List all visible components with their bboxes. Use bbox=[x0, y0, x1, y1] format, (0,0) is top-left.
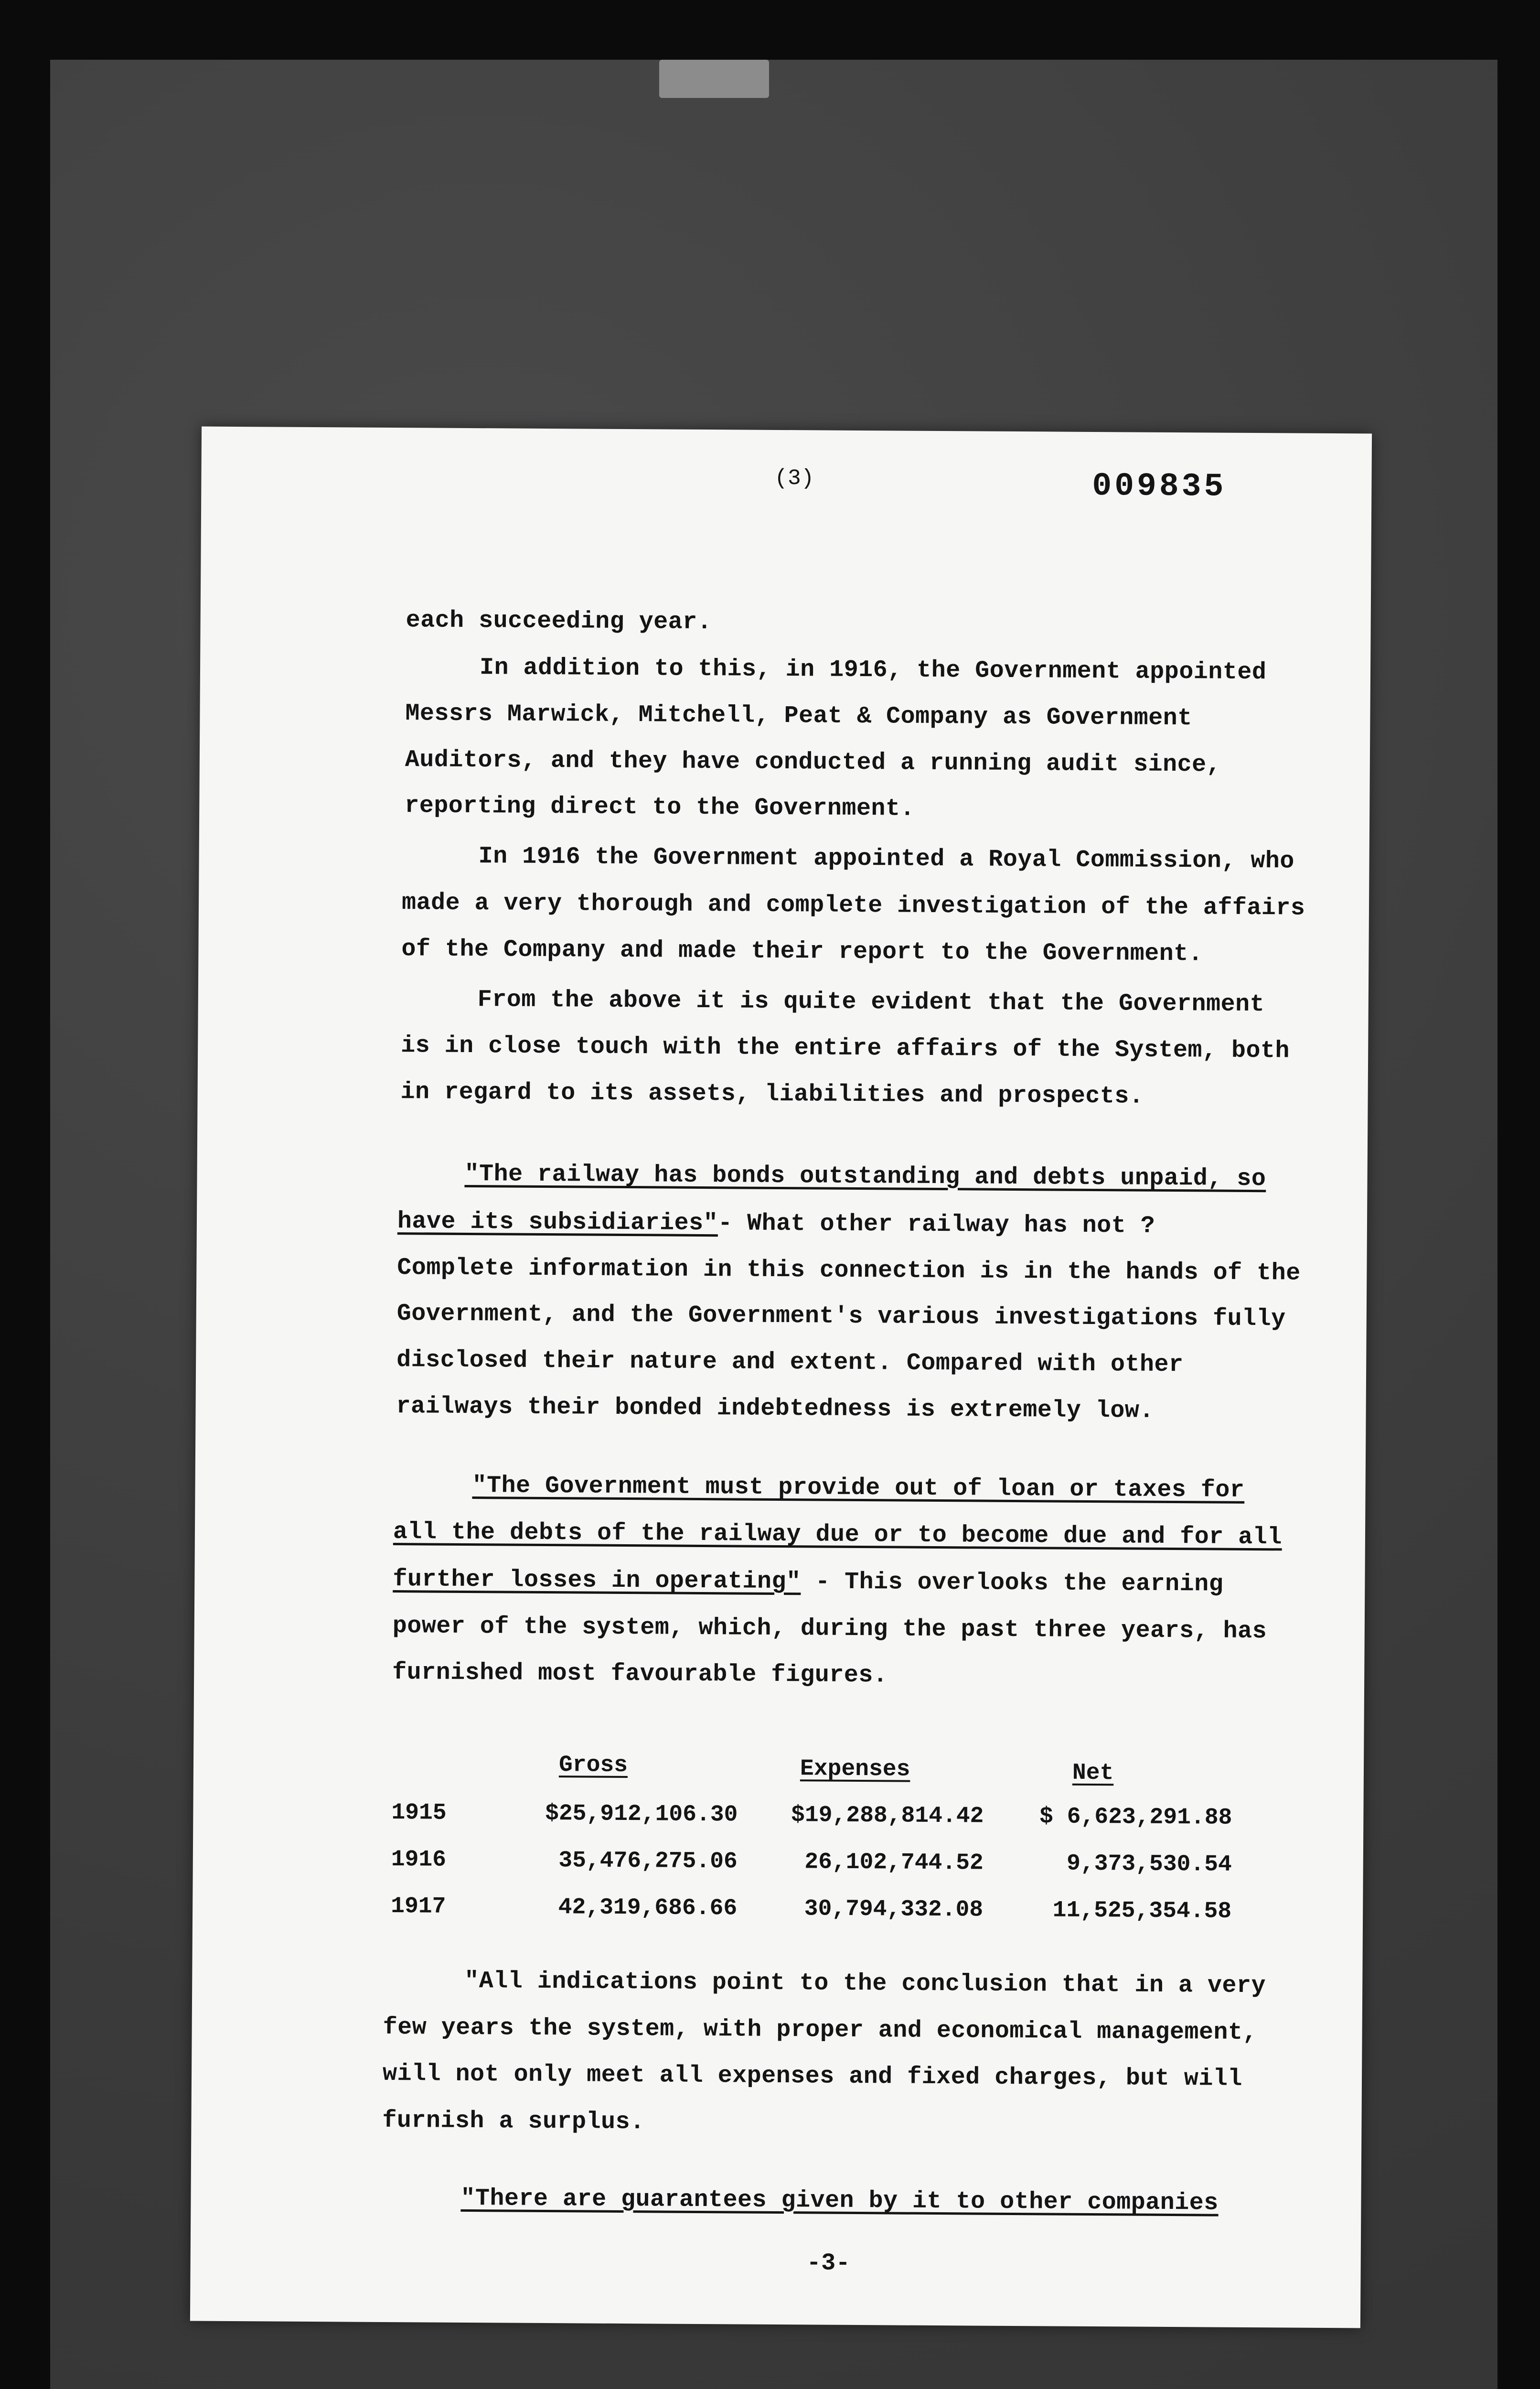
text-line: is in close touch with the entire affairs of the System, both bbox=[401, 1032, 1290, 1065]
text-line: reporting direct to the Government. bbox=[405, 792, 915, 823]
col-header-net: Net bbox=[1072, 1760, 1114, 1786]
text-line: of the Company and made their report to the Government. bbox=[401, 936, 1203, 968]
binder-clip bbox=[659, 60, 769, 98]
table-cell-expenses: 30,794,332.08 bbox=[804, 1896, 984, 1923]
table-cell-net: 9,373,530.54 bbox=[1066, 1851, 1232, 1878]
text-line: made a very thorough and complete investigation of the affairs bbox=[401, 889, 1305, 922]
text-line: furnish a surplus. bbox=[382, 2107, 645, 2136]
text-line: furnished most favourable figures. bbox=[392, 1659, 888, 1690]
text-line: will not only meet all expenses and fixed charges, but will bbox=[382, 2060, 1243, 2093]
footer-page-number: -3- bbox=[806, 2249, 851, 2277]
table-cell-net: $ 6,623,291.88 bbox=[1039, 1804, 1232, 1831]
document-number: 009835 bbox=[1092, 467, 1227, 506]
quote-line: "The railway has bonds outstanding and debts unpaid, so bbox=[464, 1160, 1266, 1193]
text-line: Messrs Marwick, Mitchell, Peat & Company as Government bbox=[405, 700, 1192, 732]
text-fragment: - This overlooks the earning bbox=[801, 1568, 1224, 1598]
text-line: in regard to its assets, liabilities and prospects. bbox=[400, 1078, 1144, 1110]
text-line: each succeeding year. bbox=[406, 607, 712, 636]
document-page bbox=[190, 427, 1372, 2328]
text-line: "All indications point to the conclusion that in a very bbox=[464, 1967, 1266, 2000]
quote-line-group bbox=[397, 1208, 1155, 1240]
table-cell-gross: 35,476,275.06 bbox=[558, 1848, 738, 1875]
table-cell-year: 1917 bbox=[391, 1894, 446, 1920]
text-line: Auditors, and they have conducted a running audit since, bbox=[405, 746, 1221, 779]
col-header-expenses: Expenses bbox=[800, 1756, 910, 1783]
quote-fragment: further losses in operating" bbox=[393, 1566, 801, 1596]
text-line: disclosed their nature and extent. Compared with other bbox=[396, 1346, 1184, 1379]
table-cell-expenses: $19,288,814.42 bbox=[791, 1802, 984, 1829]
text-line: power of the system, which, during the past three years, has bbox=[392, 1613, 1267, 1646]
quote-line-group bbox=[393, 1566, 1223, 1598]
text-line: From the above it is quite evident that the Government bbox=[477, 986, 1265, 1019]
table-cell-gross: 42,319,686.66 bbox=[558, 1894, 738, 1922]
col-header-gross: Gross bbox=[558, 1752, 628, 1779]
table-cell-expenses: 26,102,744.52 bbox=[804, 1849, 984, 1876]
page-marker: (3) bbox=[774, 465, 814, 491]
text-line: few years the system, with proper and economical management, bbox=[383, 2013, 1258, 2047]
quote-line: "The Government must provide out of loan or taxes for bbox=[472, 1472, 1245, 1504]
quote-fragment: have its subsidiaries" bbox=[397, 1208, 718, 1238]
text-fragment: - What other railway has not ? bbox=[717, 1210, 1155, 1240]
quote-line: "There are guarantees given by it to other companies bbox=[460, 2185, 1219, 2217]
quote-line: all the debts of the railway due or to become due and for all bbox=[393, 1518, 1282, 1551]
text-line: Government, and the Government's various investigations fully bbox=[396, 1300, 1286, 1333]
text-line: Complete information in this connection is in the hands of the bbox=[397, 1254, 1301, 1287]
text-line: In 1916 the Government appointed a Royal Commission, who bbox=[478, 843, 1295, 875]
table-cell-gross: $25,912,106.30 bbox=[545, 1801, 738, 1828]
text-line: railways their bonded indebtedness is extremely low. bbox=[396, 1393, 1155, 1425]
text-line: In addition to this, in 1916, the Government appointed bbox=[479, 654, 1267, 687]
table-cell-year: 1915 bbox=[391, 1800, 447, 1826]
table-cell-net: 11,525,354.58 bbox=[1052, 1897, 1232, 1925]
table-cell-year: 1916 bbox=[391, 1847, 447, 1873]
